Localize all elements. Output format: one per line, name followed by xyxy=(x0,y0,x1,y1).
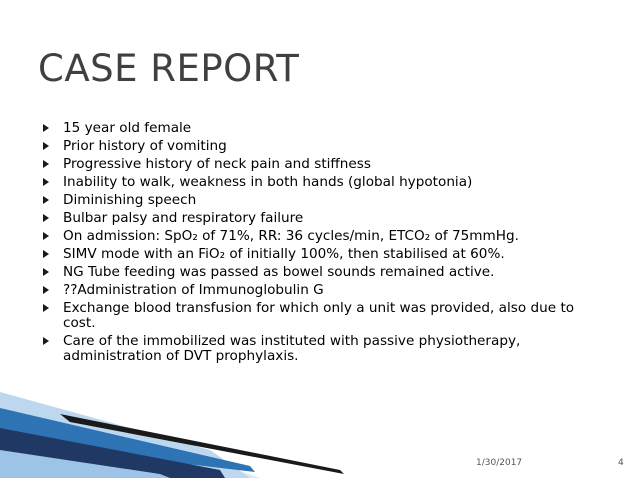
bullet-arrow-icon xyxy=(43,124,49,132)
decorative-swoosh xyxy=(0,370,638,478)
bullet-item xyxy=(40,121,600,136)
bullet-arrow-icon xyxy=(43,337,49,345)
slide-number: 4 xyxy=(618,458,624,468)
bullet-text: Exchange blood transfusion for which only a unit was provided, also due to cost. xyxy=(63,300,575,331)
bullet-text: Bulbar palsy and respiratory failure xyxy=(63,210,304,226)
bullet-item xyxy=(40,193,600,208)
bullet-text: Care of the immobilized was instituted with passive physiotherapy, administration of DVT prophylaxis. xyxy=(63,333,521,364)
bullet-item xyxy=(40,301,600,331)
bullet-arrow-icon xyxy=(43,304,49,312)
bullet-arrow-icon xyxy=(43,232,49,240)
bullet-item xyxy=(40,139,600,154)
bullet-arrow-icon xyxy=(43,286,49,294)
bullet-item xyxy=(40,175,600,190)
bullet-text: Prior history of vomiting xyxy=(63,138,227,154)
bullet-text: Progressive history of neck pain and stiffness xyxy=(63,156,371,172)
bullet-arrow-icon xyxy=(43,160,49,168)
bullet-text: On admission: SpO₂ of 71%, RR: 36 cycles/min, ETCO₂ of 75mmHg. xyxy=(63,228,519,244)
bullet-text: SIMV mode with an FiO₂ of initially 100%, then stabilised at 60%. xyxy=(63,246,505,262)
bullet-text: 15 year old female xyxy=(63,120,192,136)
bullet-item xyxy=(40,211,600,226)
bullet-item xyxy=(40,247,600,262)
bullet-item xyxy=(40,229,600,244)
footer-date: 1/30/2017 xyxy=(476,458,523,468)
bullet-item xyxy=(40,265,600,280)
bullet-list xyxy=(40,121,600,367)
bullet-item xyxy=(40,283,600,298)
bullet-text: Diminishing speech xyxy=(63,192,197,208)
bullet-item xyxy=(40,157,600,172)
bullet-arrow-icon xyxy=(43,142,49,150)
bullet-arrow-icon xyxy=(43,250,49,258)
bullet-text: NG Tube feeding was passed as bowel sounds remained active. xyxy=(63,264,495,280)
bullet-text: Inability to walk, weakness in both hands (global hypotonia) xyxy=(63,174,473,190)
bullet-item xyxy=(40,334,600,364)
bullet-arrow-icon xyxy=(43,214,49,222)
slide-title: CASE REPORT xyxy=(38,47,300,90)
bullet-arrow-icon xyxy=(43,196,49,204)
bullet-text: ??Administration of Immunoglobulin G xyxy=(63,282,324,298)
bullet-arrow-icon xyxy=(43,178,49,186)
bullet-arrow-icon xyxy=(43,268,49,276)
